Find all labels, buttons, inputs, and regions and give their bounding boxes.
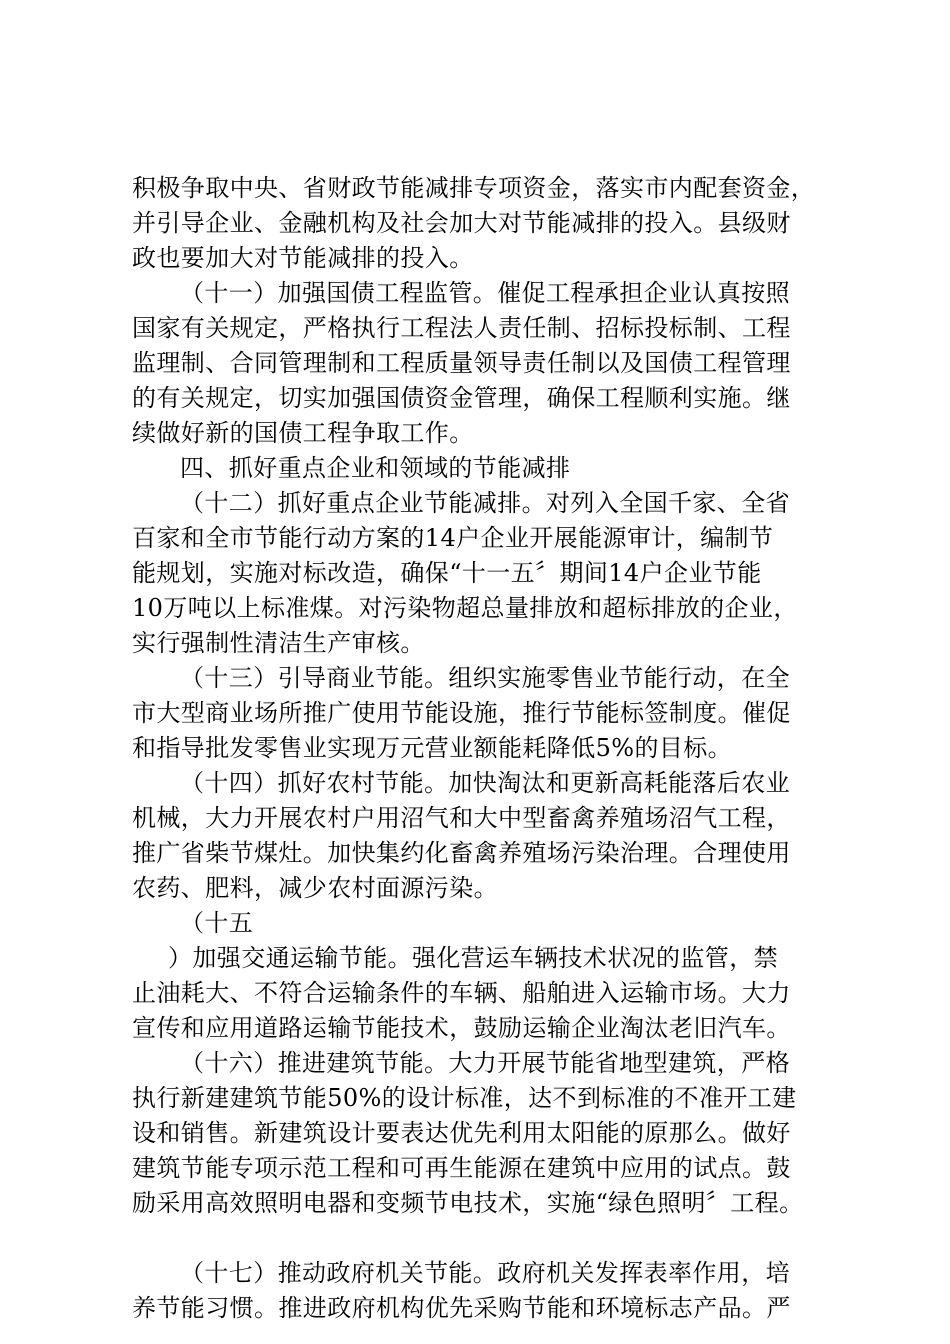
text-line: （十一）加强国债工程监管。催促工程承担企业认真按照 bbox=[180, 279, 790, 307]
text-line: 并引导企业、金融机构及社会加大对节能减排的投入。县级财 bbox=[132, 209, 791, 237]
text-line: 百家和全市节能行动方案的14户企业开展能源审计，编制节 bbox=[132, 524, 774, 552]
text-line: 国家有关规定，严格执行工程法人责任制、招标投标制、工程 bbox=[132, 314, 791, 342]
text-line: 励采用高效照明电器和变频节电技术，实施“绿色照明〞工程。 bbox=[132, 1189, 804, 1217]
text-line: 的有关规定，切实加强国债资金管理，确保工程顺利实施。继 bbox=[132, 384, 791, 412]
text-line: 止油耗大、不符合运输条件的车辆、船舶进入运输市场。大力 bbox=[132, 979, 791, 1007]
text-line: （十六）推进建筑节能。大力开展节能省地型建筑，严格 bbox=[180, 1049, 790, 1077]
text-line: 市大型商业场所推广使用节能设施，推行节能标签制度。催促 bbox=[132, 699, 791, 727]
text-line: 宣传和应用道路运输节能技术，鼓励运输企业淘汰老旧汽车。 bbox=[132, 1014, 791, 1042]
text-line: （十三）引导商业节能。组织实施零售业节能行动，在全 bbox=[180, 664, 790, 692]
text-line: 监理制、合同管理制和工程质量领导责任制以及国债工程管理 bbox=[132, 349, 791, 377]
text-line: ）加强交通运输节能。强化营运车辆技术状况的监管，禁 bbox=[168, 944, 778, 972]
text-line: 建筑节能专项示范工程和可再生能源在建筑中应用的试点。鼓 bbox=[132, 1154, 791, 1182]
text-line: 能规划，实施对标改造，确保“十一五〞期间14户企业节能 bbox=[132, 559, 762, 587]
text-line: 设和销售。新建筑设计要表达优先利用太阳能的原那么。做好 bbox=[132, 1119, 791, 1147]
text-line: （十四）抓好农村节能。加快淘汰和更新高耗能落后农业 bbox=[180, 769, 790, 797]
text-line: 执行新建建筑节能50%的设计标准，达不到标准的不准开工建 bbox=[132, 1084, 797, 1112]
text-line: 政也要加大对节能减排的投入。 bbox=[132, 244, 474, 272]
text-line: （十二）抓好重点企业节能减排。对列入全国千家、全省 bbox=[180, 489, 790, 517]
text-line: 推广省柴节煤灶。加快集约化畜禽养殖场污染治理。合理使用 bbox=[132, 839, 791, 867]
text-line: （十七）推动政府机关节能。政府机关发挥表率作用，培 bbox=[180, 1259, 790, 1287]
text-line: 续做好新的国债工程争取工作。 bbox=[132, 419, 474, 447]
text-line: 实行强制性清洁生产审核。 bbox=[132, 629, 425, 657]
text-line: （十五 bbox=[180, 909, 254, 937]
text-line: 养节能习惯。推进政府机构优先采购节能和环境标志产品。严 bbox=[132, 1294, 791, 1322]
text-line: 积极争取中央、省财政节能减排专项资金，落实市内配套资金， bbox=[132, 174, 816, 202]
text-line: 机械，大力开展农村户用沼气和大中型畜禽养殖场沼气工程， bbox=[132, 804, 791, 832]
text-line: 和指导批发零售业实现万元营业额能耗降低5%的目标。 bbox=[132, 734, 733, 762]
text-line: 10万吨以上标准煤。对污染物超总量排放和超标排放的企业， bbox=[132, 594, 798, 622]
section-heading: 四、抓好重点企业和领域的节能减排 bbox=[180, 454, 571, 482]
text-line: 农药、肥料，减少农村面源污染。 bbox=[132, 874, 498, 902]
